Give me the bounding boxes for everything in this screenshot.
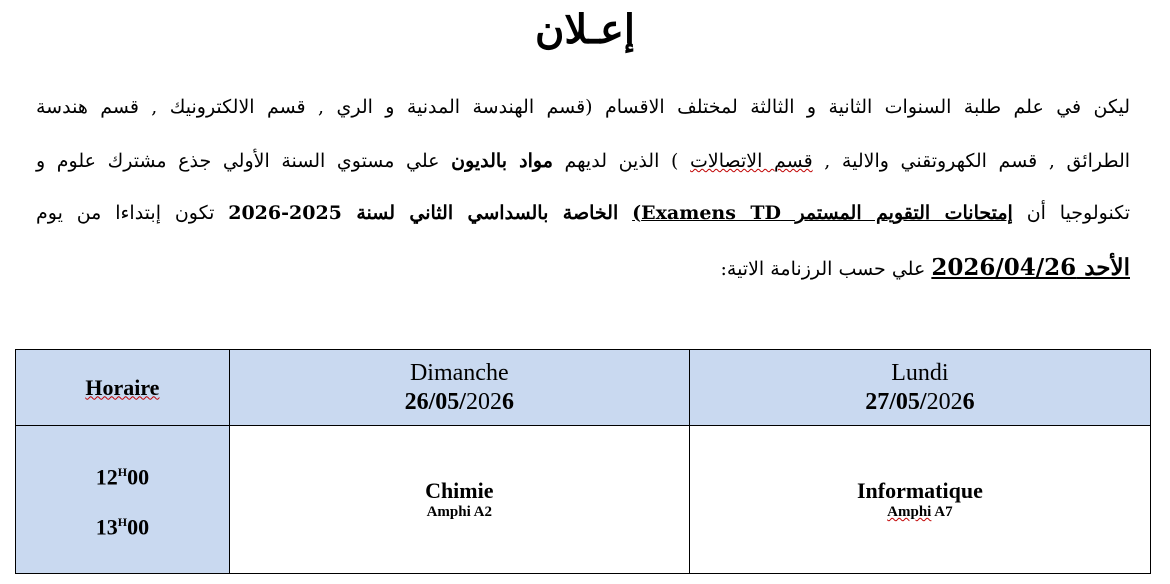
subject: Chimie	[425, 478, 494, 503]
paragraph-line-4	[36, 254, 1130, 281]
line-text: علي مستوي السنة الأولي جذع مشترك علوم و	[36, 150, 440, 172]
horaire-label: Horaire	[85, 374, 160, 400]
exam-type: إمتحانات التقويم المستمر Examens TD)	[632, 202, 1013, 224]
paragraph-line-1	[36, 96, 1130, 118]
semester-text: الخاصة بالسداسي الثاني لسنة 2025-2026	[228, 202, 619, 224]
session-dimanche	[229, 426, 689, 574]
table-row	[16, 426, 1151, 574]
day-date: 27/05/2026	[865, 388, 975, 415]
day-header-lundi	[689, 350, 1150, 426]
start-date: الأحد 2026/04/26	[931, 254, 1130, 281]
line-text: ليكن في علم طلبة السنوات الثانية و الثالثة لمختلف الاقسام (قسم الهندسة المدنية و الري , قسم الالكترونيك , قسم هندسة	[36, 96, 1130, 118]
horaire-header	[16, 350, 230, 426]
day-name: Lundi	[891, 359, 949, 386]
room: Amphi A2	[426, 504, 492, 520]
line-text: الطرائق , قسم الكهروتقني والالية ,	[824, 150, 1131, 172]
exam-schedule-table	[15, 349, 1151, 574]
day-name: Dimanche	[409, 359, 509, 386]
announcement-title: إعـلان	[535, 6, 635, 53]
paragraph-line-2	[36, 150, 1130, 172]
start-time: $12^H00$	[95, 464, 150, 490]
subject: Informatique	[856, 478, 983, 503]
paragraph-line-3	[36, 202, 1130, 224]
line-text: علي حسب الرزنامة الاتية:	[720, 258, 926, 280]
time-cell	[16, 426, 230, 574]
day-date: 26/05/2026	[404, 388, 514, 415]
debt-subjects: مواد بالديون	[451, 150, 553, 172]
day-header-dimanche	[229, 350, 689, 426]
line-text: ) الذين لديهم	[564, 150, 679, 172]
table-header-row	[16, 350, 1151, 426]
end-time: $13^H00$	[95, 513, 150, 539]
line-text: تكنولوجيا أن	[1026, 202, 1130, 224]
departments-telecom: قسم الاتصالات	[690, 150, 813, 172]
session-lundi	[689, 426, 1150, 574]
line-text: تكون إبتداءا من يوم	[36, 202, 215, 224]
room: Amphi A7	[887, 504, 953, 520]
